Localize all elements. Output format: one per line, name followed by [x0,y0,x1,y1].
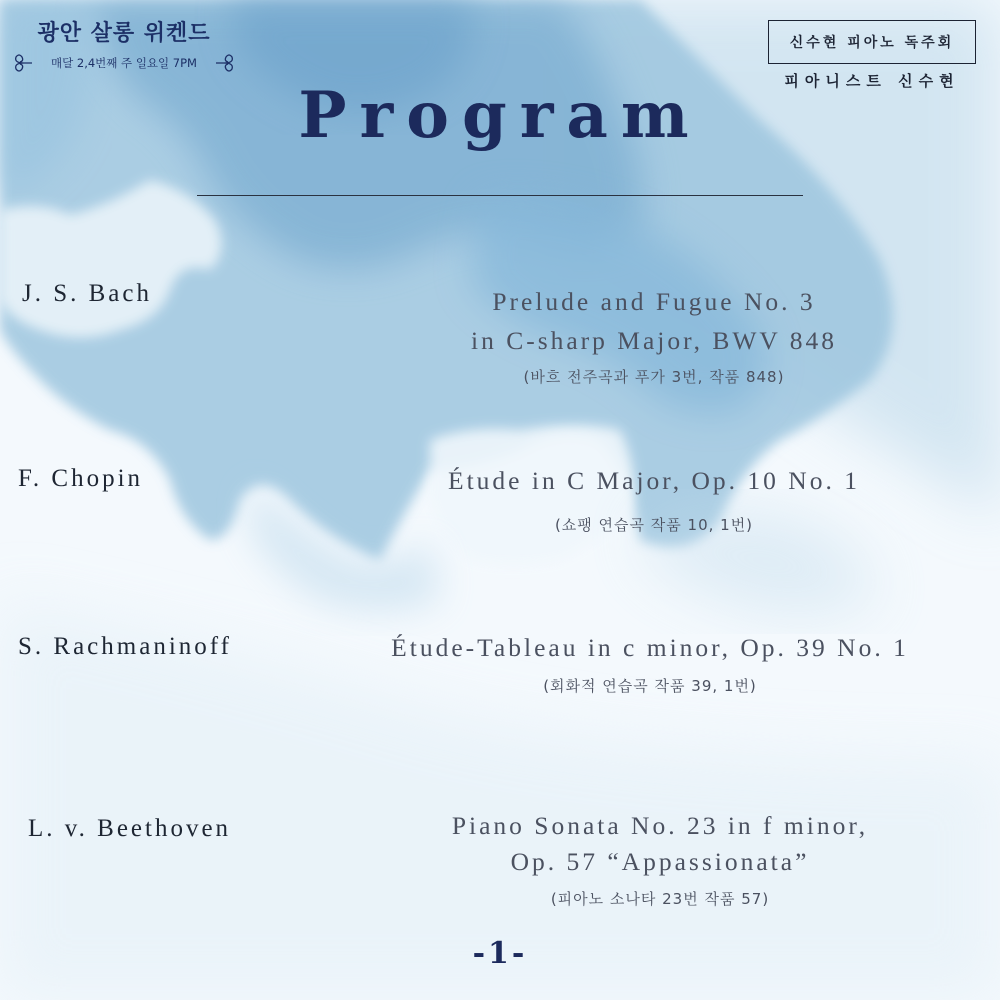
composer-bach: J. S. Bach [22,280,152,307]
piece-title-line: Op. 57 “Appassionata” [510,847,810,876]
salon-title: 광안 살롱 위켄드 [37,21,211,46]
composer-rachmaninoff: S. Rachmaninoff [18,633,232,660]
piece-title-line: Piano Sonata No. 23 in f minor, [451,811,869,840]
piece-title-line: Prelude and Fugue No. 3 [492,287,816,316]
pianist-name: 피아니스트 신수현 [784,72,960,90]
composer-chopin: F. Chopin [18,465,144,492]
recital-title-box [768,20,976,64]
piece-title-line: Étude in C Major, Op. 10 No. 1 [448,466,860,495]
piece-title-line: in C-sharp Major, BWV 848 [470,326,838,355]
page-number: -1- [472,936,528,971]
program-item-bach [304,282,1000,387]
page-title: Program [298,78,702,153]
piece-korean-title: (바흐 전주곡과 푸가 3번, 작품 848) [523,368,785,386]
program-item-beethoven [310,808,1000,909]
piece-korean-title: (피아노 소나타 23번 작품 57) [550,890,770,908]
salon-schedule-banner [10,53,238,73]
program-item-chopin [304,461,1000,535]
salon-badge [10,16,238,73]
salon-schedule: 매달 2,4번째 주 일요일 7PM [51,56,197,70]
recital-title: 신수현 피아노 독주회 [789,35,955,51]
title-divider [197,195,803,196]
composer-beethoven: L. v. Beethoven [28,815,232,842]
piece-korean-title: (쇼팽 연습곡 작품 10, 1번) [554,516,754,534]
program-item-rachmaninoff [300,628,1000,696]
piece-title-line: Étude-Tableau in c minor, Op. 39 No. 1 [391,633,909,662]
piece-korean-title: (회화적 연습곡 작품 39, 1번) [543,677,757,695]
